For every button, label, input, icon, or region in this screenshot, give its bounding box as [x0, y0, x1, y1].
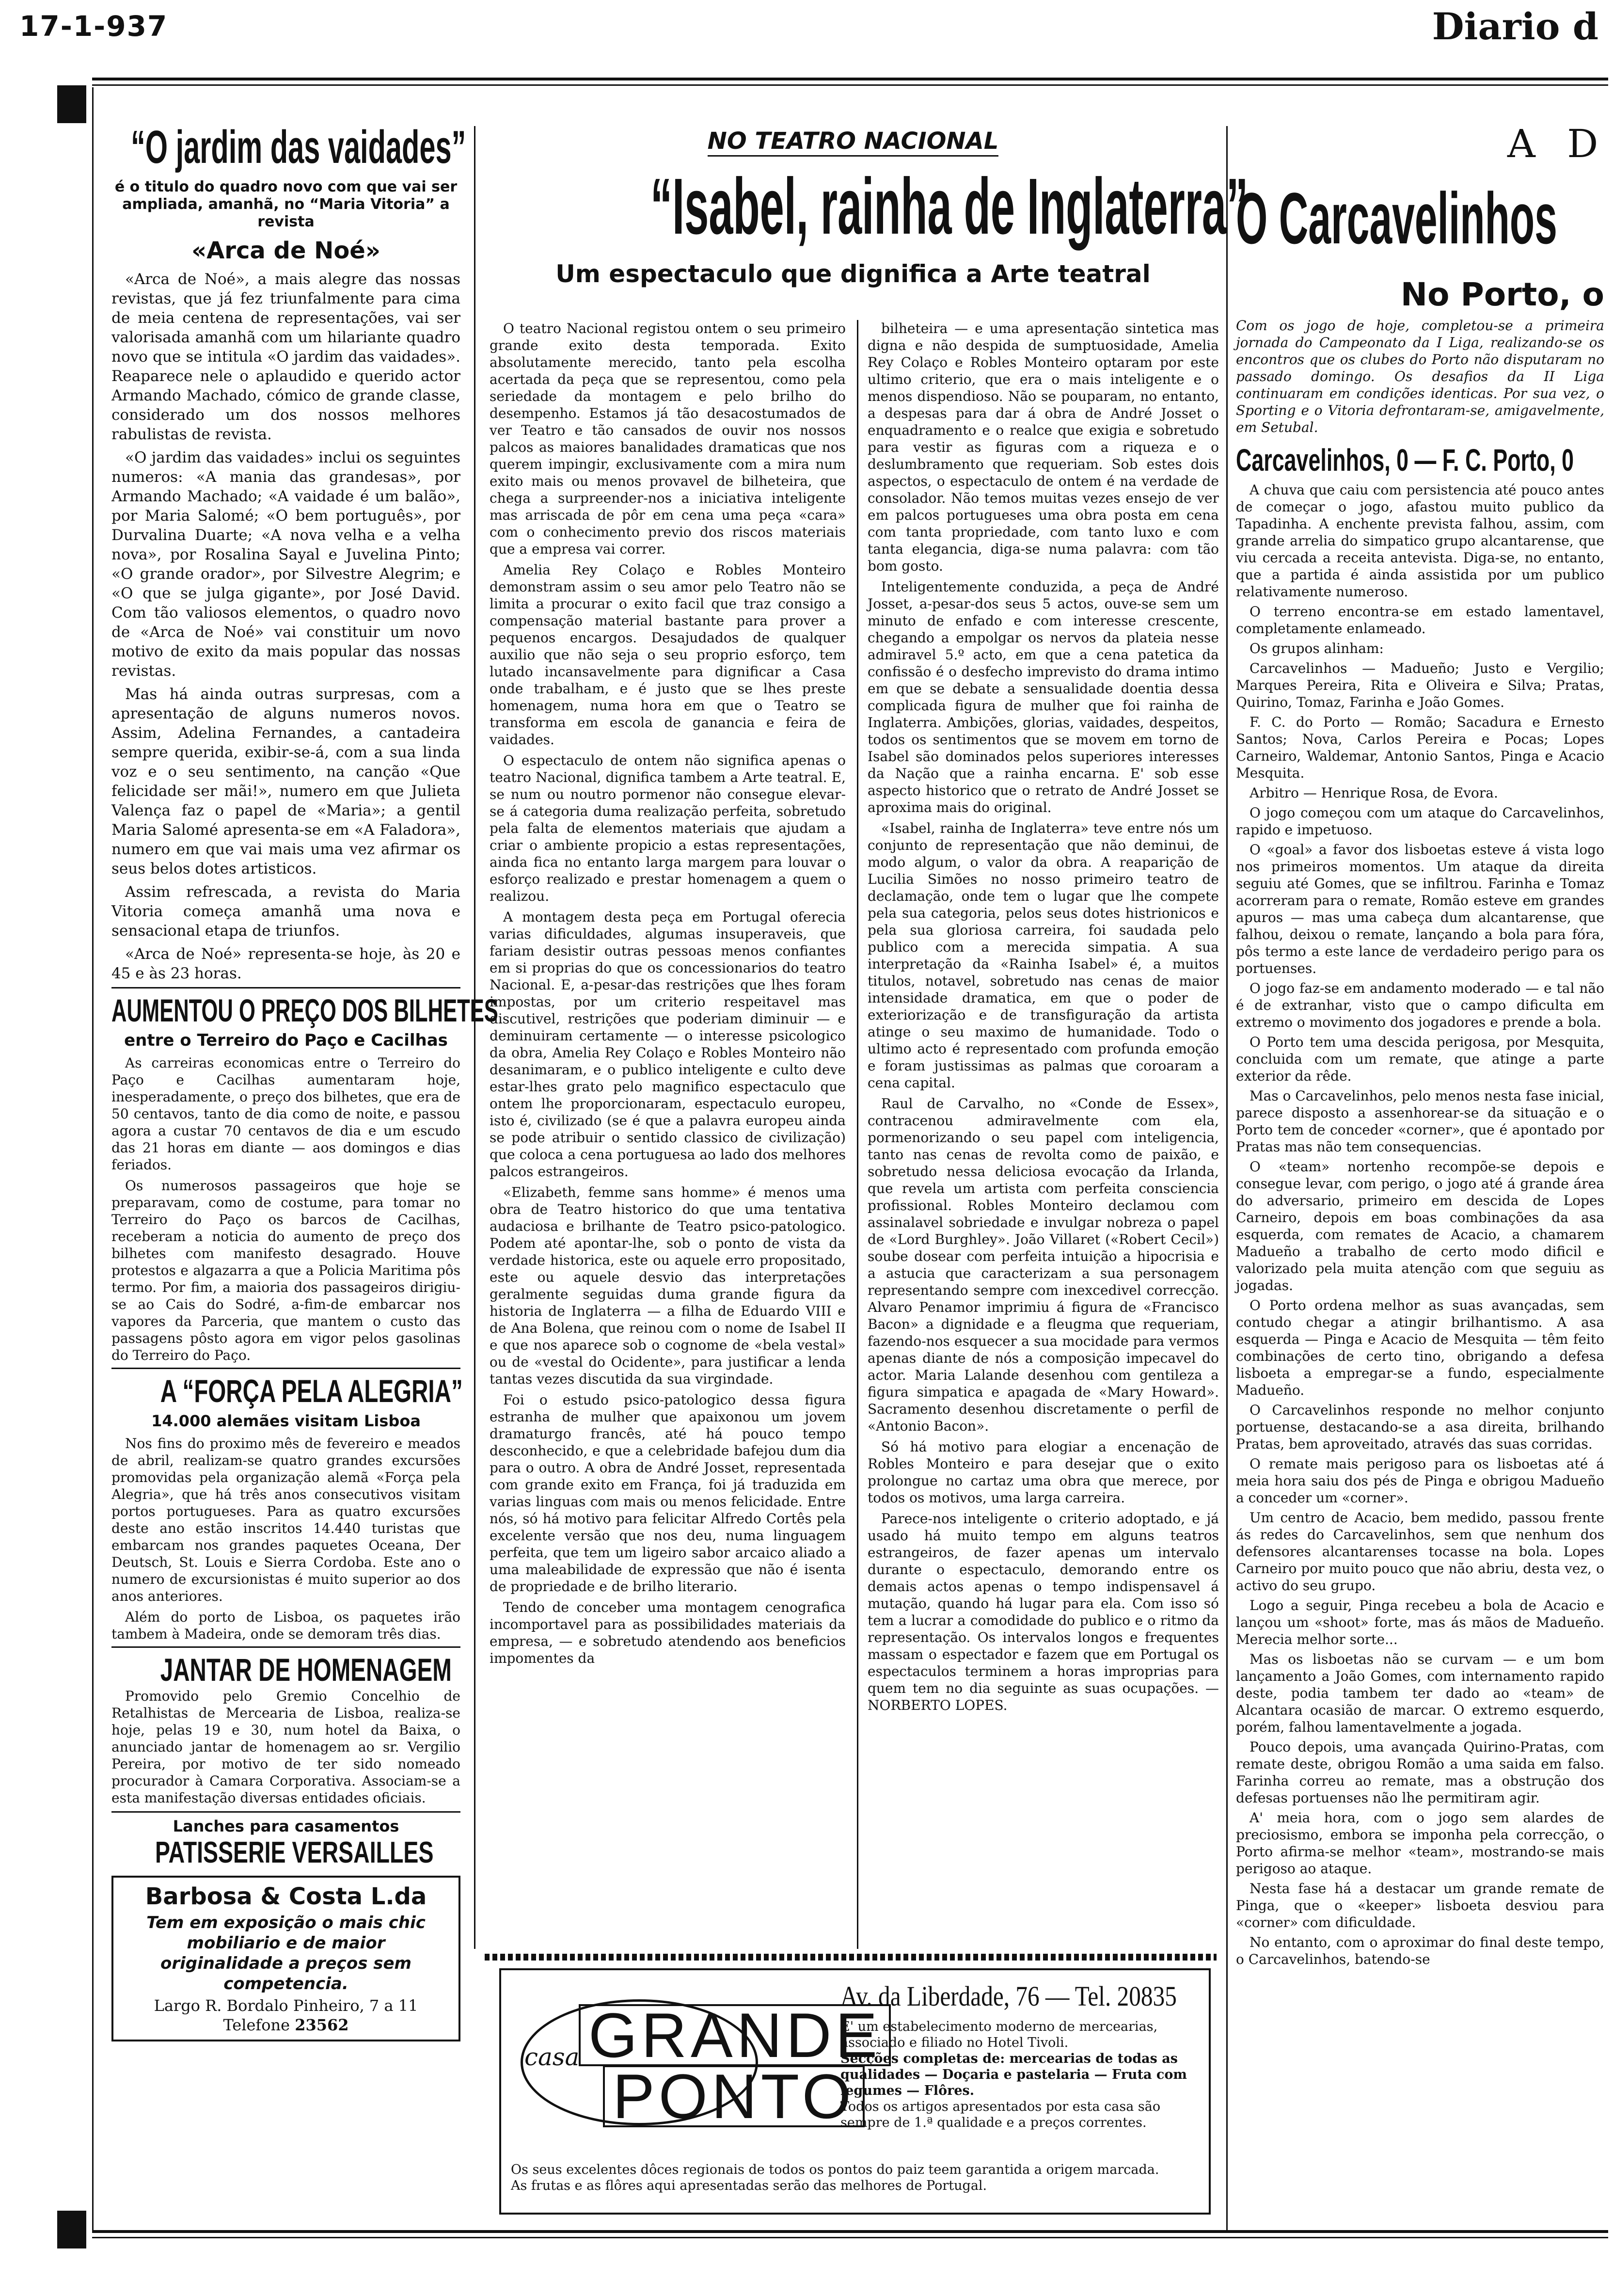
divider: [111, 1811, 460, 1813]
right-paragraph: O Carcavelinhos responde no melhor conjunto portuense, destacando-se a asa direita, brilhando Pratas, bem aproveitado, através das suas corridas.: [1236, 1402, 1604, 1452]
jardim-paragraph: «O jardim das vaidades» inclui os seguintes numeros: «A mania das grandesas», por Armando Machado; «A vaidade é um balão», por Maria Salomé; «O bem português», por Durvalina Duarte; «A nova velha e a velha nova», por Rosalina Sayal e Juvelina Pinto; «O grande orador», por Silvestre Alegrim; e «O que se julga gigante», por José David. Com tão valiosos elementos, o quadro novo de «Arca de Noé» vai constituir um novo motivo de exito da mais popular das nossas revistas.: [111, 449, 460, 680]
jardim-title: “O jardim das vaidades”: [131, 121, 466, 173]
ad-seccoes: Secções completas de: mercearias de todas as qualidades — Doçaria e pastelaria — Fruta com legumes — Flôres.: [840, 2051, 1187, 2098]
right-paragraph: O terreno encontra-se em estado lamentavel, completamente enlameado.: [1236, 604, 1604, 637]
ad-body: [840, 2019, 1199, 2131]
barbosa-ad: [111, 1876, 460, 2041]
column-rule: [1226, 126, 1228, 2230]
top-rule: [92, 78, 1608, 80]
barbosa-phone-label: Telefone: [223, 2016, 290, 2034]
column-rule: [474, 126, 475, 1949]
center-paragraph: Raul de Carvalho, no «Conde de Essex», contracenou admiravelmente com ela, pormenorizando o seu papel com inteligencia, tanto nas cenas de revolta como de paixão, e sobretudo nessa deliciosa evocação da Irlanda, que revela um artista com perfeita consciencia profissional. Robles Monteiro declamou com assinalavel sobriedade e invulgar nobreza o papel de «Lord Burghley». João Villaret («Robert Cecil») soube dosear com perfeita intuição a hipocrisia e a astucia que caracterizam a sua personagem representando sempre com inexcedivel correcção. Alvaro Penamor imprimiu á figura de «Francisco Bacon» a dignidade e a fleugma que requeriam, fazendo-nos esquecer a sua mocidade para vermos apenas diante de nós a composição impecavel do actor. Maria Lalande desenhou com gentileza a figura simpatica e apagada de «Mary Howard». Sacramento desenhou discretamente o perfil de «Antonio Bacon».: [868, 1096, 1219, 1434]
right-paragraph: Arbitro — Henrique Rosa, de Evora.: [1249, 785, 1498, 801]
forca-paragraph: Além do porto de Lisboa, os paquetes irão tambem à Madeira, onde se demoram três dias.: [111, 1609, 460, 1642]
ad-body-text: E' um estabelecimento moderno de mercearias, associado e filiado no Hotel Tivoli.: [840, 2019, 1158, 2050]
barbosa-address: Largo R. Bordalo Pinheiro, 7 a 11: [154, 1996, 418, 2015]
ad-footer1: Os seus excelentes dôces regionais de todos os pontos do paiz teem garantida a origem marcada.: [511, 2162, 1159, 2177]
forca-article: [111, 1373, 463, 1642]
bottom-rule-thin: [92, 2237, 1608, 2238]
barbosa-phone-line: [123, 2015, 449, 2035]
center-subhead: Um espectaculo que dignifica a Arte teatral: [555, 260, 1151, 288]
ad-border-pattern: [485, 1954, 1217, 1961]
right-paragraph: O Porto tem uma descida perigosa, por Mesquita, concluida com um remate, que atinge a parte exterior da rêde.: [1236, 1034, 1604, 1084]
ad-grande: GRANDE: [579, 2004, 891, 2066]
center-paragraph: Tendo de conceber uma montagem cenografica incomportavel para as possibilidades materiais da empresa, — e sobretudo atendendo aos beneficios impomentes da: [490, 1599, 846, 1666]
corner-mark: [57, 85, 86, 123]
corner-mark-bottom: [57, 2211, 86, 2248]
right-paragraph: Os grupos alinham:: [1249, 640, 1384, 656]
ad-ponto: PONTO: [603, 2065, 865, 2127]
page-date: 17-1-937: [19, 10, 168, 43]
center-paragraph: Foi o estudo psico-patologico dessa figura estranha de mulher que apaixonou um jovem dramaturgo francês, até há pouco tempo desconhecido, e que a celebridade bafejou dum dia para o outro. A obra de André Josset, representada com grande exito em França, foi já traduzida em varias linguas com mais ou menos felicidade. Entre nós, só há motivo para felicitar Alfredo Cortês pela excelente versão que nos deu, numa linguagem perfeita, que tem um ligeiro sabor arcaico aliado a uma maleabilidade de expressão que não é isenta de propriedade e de brilho literario.: [490, 1392, 846, 1594]
right-paragraph: A' meia hora, com o jogo sem alardes de preciosismo, embora se imponha pela correcção, o Porto afirma-se melhor «team», mostrando-se mais perigoso ao ataque.: [1236, 1810, 1604, 1877]
right-paragraph: Carcavelinhos — Madueño; Justo e Vergilio; Marques Pereira, Rita e Oliveira e Silva; Pratas, Quirino, Tomaz, Farinha e João Gomes.: [1236, 660, 1604, 710]
center-header: [485, 127, 1249, 288]
right-paragraph: A chuva que caiu com persistencia até pouco antes de começar o jogo, afastou muito publico da Tapadinha. A enchente prevista falhou, assim, com grande arrelia do simpatico grupo alcantarense, que viu cercada a receita antevista. Diga-se, no entanto, que a partida é ainda assistida por um publico relativamente numeroso.: [1236, 482, 1604, 600]
center-paragraph: Inteligentemente conduzida, a peça de André Josset, a-pesar-dos seus 5 actos, ouve-se sem um minuto de enfado e com interesse crescente, chegando a empolgar os nervos da plateia nesse admiravel 5.º acto, em que a cena patetica da confissão é o desfecho imprevisto do drama intimo em que se debate a sensualidade doentia dessa complicada figura de mulher que foi rainha de Inglaterra. Ambições, glorias, vaidades, despeitos, todos os sentimentos que se movem em torno de Isabel são dominados pelos superiores interesses da Nação que a rainha encarna. E' sob esse aspecto historico que o retrato de André Josset se aproxima mais do original.: [868, 579, 1219, 815]
left-column: [111, 121, 498, 2041]
right-paragraph: O remate mais perigoso para os lisboetas até á meia hora saiu dos pés de Pinga e obrigou Madueño a conceder um «corner».: [1236, 1456, 1604, 1506]
center-headline: “Isabel, rainha de Inglaterra”: [650, 162, 1249, 251]
right-headline: O Carcavelinhos: [1236, 177, 1557, 259]
barbosa-phone: 23562: [295, 2016, 349, 2034]
center-paragraph: A montagem desta peça em Portugal oferecia varias dificuldades, algumas insuperaveis, que fariam desistir outras pessoas menos confiantes em si proprias do que os concessionarios do teatro Nacional. E, a-pesar-das restrições que lhes foram impostas, por um criterio respeitavel mas discutivel, restrições que poderiam diminuir — e deminuiram certamente — o interesse psicologico da obra, Amelia Rey Colaço e Robles Monteiro não desanimaram, e o publico inteligente e culto deve estar-lhes grato pelo magnifico espectaculo que ontem lhe proporcionaram, espectaculo europeu, isto é, civilizado (se é que a palavra europeu ainda se pode atribuir o sentido classico de civilização) que coloca a cena portuguesa ao lado dos melhores palcos estrangeiros.: [490, 909, 846, 1180]
bottom-rule: [92, 2230, 1608, 2233]
center-paragraph: Amelia Rey Colaço e Robles Monteiro demonstram assim o seu amor pelo Teatro não se limita a procurar o exito facil que traz consigo a compensação material bastante para prover a pequenos encargos. Desajudados de qualquer auxilio que não seja o seu proprio esforço, tem lutado incansavelmente para dignificar a Casa onde trabalham, e é justo que se lhes preste homenagem, numa hora em que o Teatro se transforma em escola de ganancia e feira de vaidades.: [490, 562, 846, 748]
forca-subtitle: 14.000 alemães visitam Lisboa: [151, 1412, 421, 1430]
right-paragraph: Logo a seguir, Pinga recebeu a bola de Acacio e lançou um «shoot» forte, mas ás mãos de Madueño. Merecia melhor sorte...: [1236, 1597, 1604, 1647]
divider: [111, 1368, 460, 1369]
jardim-paragraph: «Arca de Noé» representa-se hoje, às 20 e 45 e às 23 horas.: [111, 945, 460, 982]
jantar-title: JANTAR DE HOMENAGEM: [160, 1652, 452, 1688]
divider: [111, 1646, 460, 1648]
versailles-ad: [111, 1817, 460, 1870]
right-body: [1236, 481, 1604, 1968]
center-paragraph: bilheteira — e uma apresentação sintetica mas digna e não despida de sumptuosidade, Amelia Rey Colaço e Robles Monteiro optaram por este ultimo criterio, que era o mais inteligente e o menos dispendioso. Não se pouparam, no entanto, a despesas para dar á obra de André Josset o enquadramento e o realce que exigia e sobretudo para vestir as figuras com a riqueza e o deslumbramento que requeriam. Sob estes dois aspectos, o espectaculo de ontem é na verdade de consolador. Não temos muitas vezes ensejo de ver em palcos portugueses uma obra posta em cena com tanta propriedade, com tanto luxo e com tanta elegancia, diga-se numa palavra: com tão bom gosto.: [868, 320, 1219, 574]
forca-title: A “FORÇA PELA ALEGRIA”: [160, 1373, 463, 1409]
forca-paragraph: Nos fins do proximo mês de fevereiro e meados de abril, realizam-se quatro grandes excursões promovidas pela organização alemã «Força pela Alegria», que há três anos consecutivos visitam portos portugueses. Para as quatro excursões deste ano estão inscritos 14.440 turistas que embarcam nos grandes paquetes Oceana, Der Deutsch, St. Louis e Sierra Cordoba. Este ano o numero de excursionistas é muito superior ao dos anos anteriores.: [111, 1435, 460, 1604]
right-paragraph: Mas o Carcavelinhos, pelo menos nesta fase inicial, parece disposto a assenhorear-se da situação e o Porto tem de conceder «corner», que é apontado por Pratas mas não tem consequencias.: [1236, 1088, 1604, 1155]
jantar-article: [111, 1652, 460, 1806]
top-rule-thin: [92, 84, 1608, 86]
right-article: [1236, 179, 1604, 1971]
right-paragraph: Um centro de Acacio, bem medido, passou frente ás redes do Carcavelinhos, sem que nenhum dos defensores alcantarenses tocasse na bola. Lopes Carneiro por muito pouco que não abriu, desta vez, o activo do seu grupo.: [1236, 1510, 1604, 1594]
versailles-line2: PATISSERIE VERSAILLES: [155, 1836, 434, 1869]
center-col2: [868, 320, 1219, 1718]
divider: [111, 987, 460, 989]
right-paragraph: Mas os lisboetas não se curvam — e um bom lançamento a João Gomes, com internamento rapido deste, podia tambem ter dado ao «team» de Alcantara ocasião de marcar. O extremo esquerdo, porém, falhou lamentavelmente a jogada.: [1236, 1651, 1604, 1735]
newspaper-name: Diario d: [1432, 5, 1598, 48]
right-paragraph: F. C. do Porto — Romão; Sacadura e Ernesto Santos; Nova, Carlos Pereira e Pocas; Lopes Carneiro, Waldemar, Antonio Santos, Pinga e Acacio Mesquita.: [1236, 714, 1604, 781]
jardim-article: [111, 121, 466, 983]
right-intro: Com os jogo de hoje, completou-se a primeira jornada do Campeonato da I Liga, realizando-se os encontros que os clubes do Porto não disputaram no passado domingo. Os desafios da II Liga continuaram em condições identicas. Por sua vez, o Sporting e o Vitoria defrontaram-se, amigavelmente, em Setubal.: [1236, 318, 1604, 435]
center-col1: [490, 320, 846, 1671]
right-paragraph: Nesta fase há a destacar um grande remate de Pinga, que o «keeper» lisboeta desviou para «corner» com dificuldade.: [1236, 1881, 1604, 1930]
grande-ponto-ad: [499, 1968, 1211, 2215]
right-paragraph: O «team» nortenho recompõe-se depois e consegue levar, com perigo, o jogo até á grande área do adversario, primeiro em descida de Lopes Carneiro, depois em boas combinações da asa esquerda, com remates de Acacio, a chamarem Madueño a trabalho de certo modo dificil e valorizado pela muita atenção com que seguiu as jogadas.: [1236, 1159, 1604, 1293]
ad-artigos: Todos os artigos apresentados por esta casa são sempre de 1.ª qualidade e a preços correntes.: [840, 2099, 1161, 2130]
center-paragraph: O espectaculo de ontem não significa apenas o teatro Nacional, dignifica tambem a Arte teatral. E, se num ou noutro pormenor não consegue elevar-se á categoria duma realização perfeita, sobretudo pela falta de elementos materiais que ajudam a criar o ambiente propicio a estas representações, ainda fica no entanto larga margem para louvar o esforço realizado e prestar homenagem a quem o realizou.: [490, 752, 846, 904]
ad-address: Av. da Liberdade, 76 — Tel. 20835: [840, 1980, 1177, 2012]
center-column-rule: [857, 320, 858, 1949]
right-paragraph: O Porto ordena melhor as suas avançadas, sem contudo chegar a atingir brilhantismo. A asa esquerda — Pinga e Acacio de Mesquita — têm feito combinações de certo tino, obrigando a defesa lisboeta a empregar-se a fundo, especialmente Madueño.: [1236, 1297, 1604, 1398]
precos-title: AUMENTOU O PREÇO DOS BILHETES: [111, 992, 498, 1028]
jardim-paragraph: Assim refrescada, a revista do Maria Vitoria começa amanhã uma nova e sensacional etapa de triunfos.: [111, 883, 460, 940]
versailles-line1: Lanches para casamentos: [173, 1817, 399, 1835]
center-paragraph: «Isabel, rainha de Inglaterra» teve entre nós um conjunto de representação que não deminui, de modo algum, o valor da obra. A reaparição de Lucilia Simões no nosso primeiro teatro de declamação, onde tem o lugar que lhe compete pela sua categoria, pelos seus dotes histrionicos e pela sua gloriosa carreira, foi saudada pelo publico com a merecida simpatia. A sua interpretação da «Rainha Isabel» é, a muitos titulos, notavel, sobretudo nas cenas de maior intensidade dramatica, em que o poder de exteriorização e de transfiguração da artista atinge o seu maximo de humanidade. Todo o ultimo acto é representado com profunda emoção e foram justissimas as palmas que coroaram a cena capital.: [868, 820, 1219, 1091]
right-paragraph: Pouco depois, uma avançada Quirino-Pratas, com remate deste, obrigou Romão a uma saida em falso. Farinha correu ao remate, mas a obstrução dos defesas portuenses não lhe permitiram agir.: [1236, 1739, 1604, 1806]
jardim-revista: «Arca de Noé»: [191, 237, 380, 264]
jardim-paragraph: «Arca de Noé», a mais alegre das nossas revistas, que já fez triunfalmente para cima de meia centena de representações, vai ser valorisada amanhã com um hilariante quadro novo que se intitula «O jardim das vaidades». Reaparece nele o aplaudido e querido actor Armando Machado, cómico de grande classe, considerado um dos nossos melhores rabulistas de revista.: [111, 271, 460, 443]
center-paragraph: «Elizabeth, femme sans homme» é menos uma obra de Teatro historico do que uma tentativa audaciosa e brilhante de Teatro psico-patologico. Podem até apontar-lhe, sob o ponto de vista da verdade historica, este ou aquele erro propositado, este ou aquele desvio das interpretações geralmente seguidas duma grande figura da historia de Inglaterra — a filha de Eduardo VIII e de Ana Bolena, que reinou com o nome de Isabel II e que nos aparece sob o cognome de «bela vestal» ou de «vestal do Ocidente», para justificar a lenda tantas vezes discutida da sua virgindade.: [490, 1184, 846, 1387]
right-paragraph: No entanto, com o aproximar do final deste tempo, o Carcavelinhos, batendo-se: [1236, 1934, 1604, 1967]
jardim-paragraph: Mas há ainda outras surpresas, com a apresentação de alguns numeros novos. Assim, Adelina Fernandes, a cantadeira sempre querida, exibir-se-á, com a sua linda voz e o seu sentimento, na canção «Que felicidade ser mãi!», numero em que Julieta Valença faz o papel de «Maria»; a gentil Maria Salomé apresenta-se em «A Faladora», numero em que vai mais uma vez afirmar os seus belos dotes artisticos.: [111, 686, 460, 877]
right-paragraph: O jogo começou com um ataque do Carcavelinhos, rapido e impetuoso.: [1236, 805, 1604, 838]
precos-paragraph: As carreiras economicas entre o Terreiro do Paço e Cacilhas aumentaram hoje, inesperadamente, o preço dos bilhetes, que era de 50 centavos, tanto de dia como de noite, e passou agora a custar 70 centavos de dia e um escudo das 21 horas em diante — aos domingos e dias feriados.: [111, 1055, 460, 1173]
right-score: Carcavelinhos, 0 — F. C. Porto, 0: [1236, 443, 1574, 478]
right-top-letters: A D: [1507, 121, 1608, 166]
precos-subtitle: entre o Terreiro do Paço e Cacilhas: [124, 1031, 448, 1050]
right-subhead: No Porto, o: [1400, 276, 1604, 313]
ad-footer2: As frutas e as flôres aqui apresentadas serão das melhores de Portugal.: [511, 2178, 987, 2193]
barbosa-name: Barbosa & Costa L.da: [145, 1883, 427, 1910]
center-paragraph: O teatro Nacional registou ontem o seu primeiro grande exito desta temporada. Exito absolutamente merecido, tanto pela escolha acertada da peça que se representou, como pela seriedade da montagem e pelo brilho do desempenho. Estamos já tão desacostumados de ver Teatro e tão cansados de ouvir nos nossos palcos as maiores banalidades dramaticas que nos querem impingir, exclusivamente com a mira num exito mais ou menos provavel de bilheteira, que chega a surpreender-nos a iniciativa inteligente mas arriscada de pôr em cena uma peça «cara» com o conhecimento previo dos riscos materiais que a empresa vai correr.: [490, 320, 846, 557]
barbosa-text: Tem em exposição o mais chic mobiliario e de maior originalidade a preços sem competencia.: [146, 1913, 426, 1993]
center-paragraph: Só há motivo para elogiar a encenação de Robles Monteiro e para desejar que o exito prolongue no cartaz uma obra que merece, por todos os motivos, uma larga carreira.: [868, 1439, 1219, 1506]
right-paragraph: O jogo faz-se em andamento moderado — e tal não é de extranhar, visto que o campo dificulta em extremo o movimento dos jogadores e prende a bola.: [1236, 980, 1604, 1030]
jardim-intro: é o titulo do quadro novo com que vai ser ampliada, amanhã, no “Maria Vitoria” a revista: [114, 178, 458, 230]
ad-casa: casa: [524, 2043, 580, 2071]
precos-paragraph: Os numerosos passageiros que hoje se preparavam, como de costume, para tomar no Terreiro do Paço os barcos de Cacilhas, receberam a noticia do aumento de preço dos bilhetes com manifesto desagrado. Houve protestos e algazarra a que a Policia Maritima pôs termo. Por fim, a maioria dos passageiros dirigiu-se ao Cais do Sodré, a-fim-de embarcar nos vapores da Parceria, que mantem o custo das passagens pôsto agora em vigor pelos gasolinas do Terreiro do Paço.: [111, 1178, 460, 1363]
precos-article: [111, 992, 498, 1364]
column-rule: [92, 87, 94, 2230]
center-paragraph: Parece-nos inteligente o criterio adoptado, e já usado há muito tempo em alguns teatros estrangeiros, de fazer apenas um intervalo durante o espectaculo, demorando entre os demais actos apenas o tempo indispensavel á mutação, quando há lugar para ela. Com isso só tem a lucrar a comodidade do publico e o ritmo da representação. Os intervalos longos e frequentes massam o espectador e fazem que em Portugal os espectaculos terminem a horas improprias para quem tem no dia seguinte as suas ocupações. — NORBERTO LOPES.: [868, 1511, 1219, 1713]
ad-footer: [511, 2162, 1199, 2194]
jantar-paragraph: Promovido pelo Gremio Concelhio de Retalhistas de Mercearia de Lisboa, realiza-se hoje, pelas 19 e 30, num hotel da Baixa, o anunciado jantar de homenagem ao sr. Vergilio Pereira, por motivo de ter sido nomeado procurador à Camara Corporativa. Associam-se a esta manifestação diversas entidades oficiais.: [111, 1688, 460, 1806]
center-kicker: NO TEATRO NACIONAL: [708, 127, 999, 157]
right-paragraph: O «goal» a favor dos lisboetas esteve á vista logo nos primeiros momentos. Um ataque da direita seguiu até Gomes, que se infiltrou. Farinha e Tomaz acorreram para o remate, Romão esteve em grandes apuros — mas uma cabeça dum alcantarense, que falhou, deixou o remate, lançando a bola para fóra, pôs termo a este lance de verdadeiro perigo para os portuenses.: [1236, 842, 1604, 976]
